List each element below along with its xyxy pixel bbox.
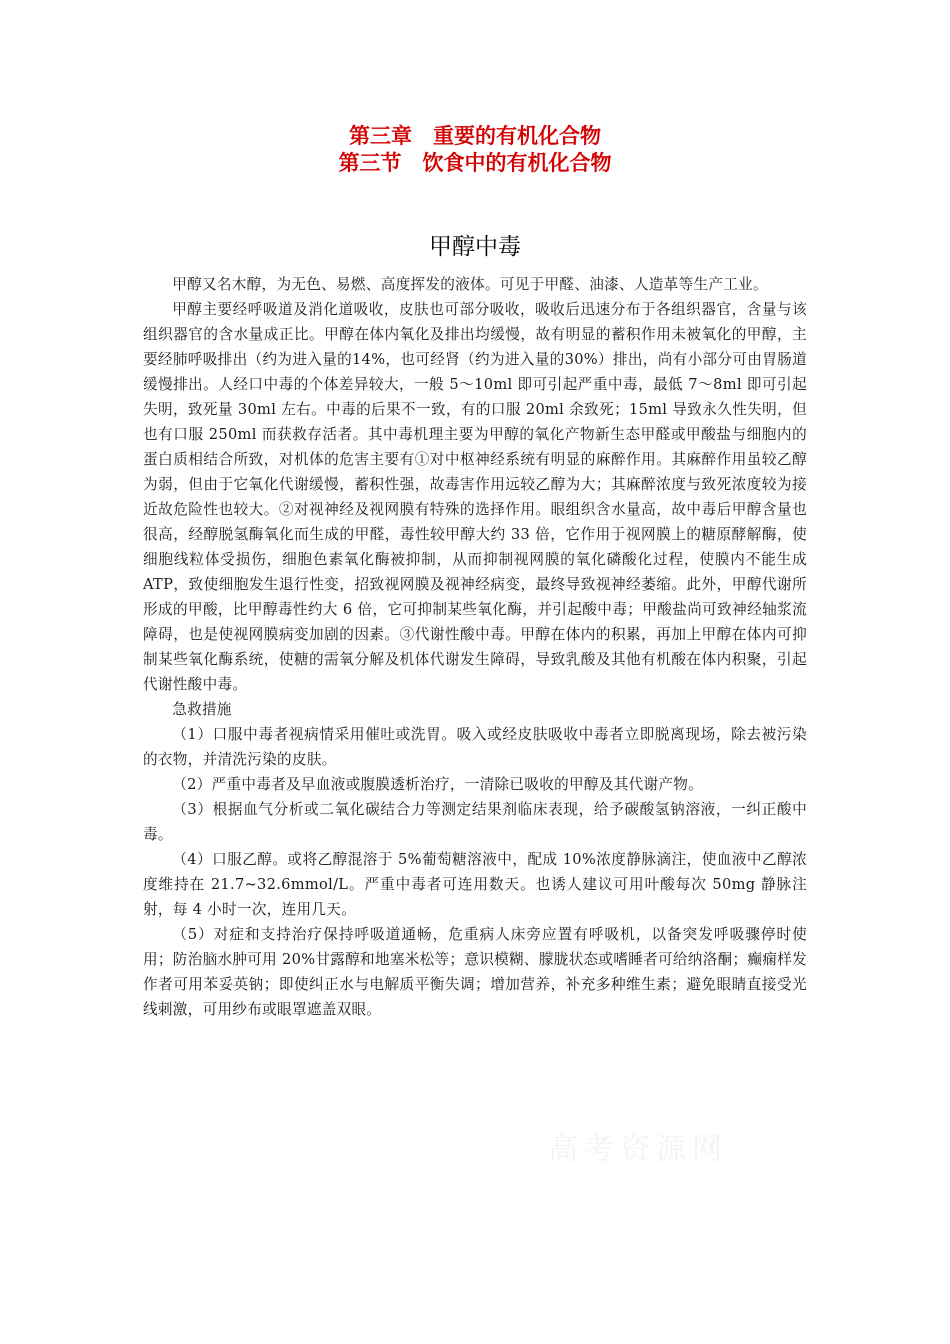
paragraph-mechanism: 甲醇主要经呼吸道及消化道吸收，皮肤也可部分吸收，吸收后迅速分布于各组织器官，含量与该组织器官的含水量成正比。甲醇在体内氧化及排出均缓慢，故有明显的蓄积作用未被氧化的甲醇，主要经肺呼吸排出（约为进入量的14%，也可经肾（约为进入量的30%）排出，尚有小部分可由胃肠道缓慢排出。人经口中毒的个体差异较大，一般 5～10ml 即可引起严重中毒，最低 7～8ml 即可引起失明，致死量 30ml 左右。中毒的后果不一致，有的口服 20ml 余致死；15ml 导致永久性失明，但也有口服 250ml 而获救存活者。其中毒机理主要为甲醇的氧化产物新生态甲醛或甲酸盐与细胞内的蛋白质相结合所致，对机体的危害主要有①对中枢神经系统有明显的麻醉作用。其麻醉作用虽较乙醇为弱，但由于它氧化代谢缓慢，蓄积性强，故毒害作用远较乙醇为大；其麻醉浓度与致死浓度较为接近故危险性也较大。②对视神经及视网膜有特殊的选择作用。眼组织含水量高，故中毒后甲醇含量也很高，经醇脱氢酶氧化而生成的甲醛，毒性较甲醇大约 33 倍，它作用于视网膜上的糖原酵解酶，使细胞线粒体受损伤，细胞色素氧化酶被抑制，从而抑制视网膜的氧化磷酸化过程，使膜内不能生成 ATP，致使细胞发生退行性变，招致视网膜及视神经病变，最终导致视神经萎缩。此外，甲醇代谢所形成的甲酸，比甲醇毒性约大 6 倍，它可抑制某些氧化酶，并引起酸中毒；甲酸盐尚可致神经轴浆流障碍，也是使视网膜病变加剧的因素。③代谢性酸中毒。甲醇在体内的积累，再加上甲醇在体内可抑制某些氧化酶系统，使糖的需氧分解及机体代谢发生障碍，导致乳酸及其他有机酸在体内积聚，引起代谢性酸中毒。 (143, 301, 807, 693)
paragraph-first-aid-3: （3）根据血气分析或二氧化碳结合力等测定结果剂临床表现，给予碳酸氢钠溶液，一纠正酸中毒。 (143, 801, 807, 843)
article-title: 甲醇中毒 (429, 234, 521, 260)
paragraph-first-aid-heading: 急救措施 (172, 701, 232, 718)
section-heading: 第三节 饮食中的有机化合物 (338, 151, 612, 175)
paragraph-first-aid-2: （2）严重中毒者及早血液或腹膜透析治疗，一清除已吸收的甲醇及其代谢产物。 (172, 776, 704, 793)
paragraph-intro: 甲醇又名木醇，为无色、易燃、高度挥发的液体。可见于甲醛、油漆、人造革等生产工业。 (172, 276, 768, 293)
article-body (143, 272, 807, 1022)
paragraph-first-aid-4: （4）口服乙醇。或将乙醇混溶于 5%葡萄糖溶液中，配成 10%浓度静脉滴注，使血液中乙醇浓度维持在 21.7~32.6mmol/L。严重中毒者可连用数天。也诱人建议可用叶酸每次 50mg 静脉注射，每 4 小时一次，连用几天。 (143, 851, 807, 918)
paragraph-first-aid-1: （1）口服中毒者视病情采用催吐或洗胃。吸入或经皮肤吸收中毒者立即脱离现场，除去被污染的衣物，并清洗污染的皮肤。 (143, 726, 807, 768)
paragraph-first-aid-5: （5）对症和支持治疗保持呼吸道通畅，危重病人床旁应置有呼吸机，以备突发呼吸骤停时使用；防治脑水肿可用 20%甘露醇和地塞米松等；意识模糊、朦胧状态或嗜睡者可给纳洛酮；癫痫样发作者可用苯妥英钠；即使纠正水与电解质平衡失调；增加营养，补充多种维生素；避免眼睛直接受光线刺激，可用纱布或眼罩遮盖双眼。 (143, 926, 807, 1018)
chapter-heading: 第三章 重要的有机化合物 (349, 124, 601, 148)
watermark: 高考资源网 (548, 1132, 728, 1167)
